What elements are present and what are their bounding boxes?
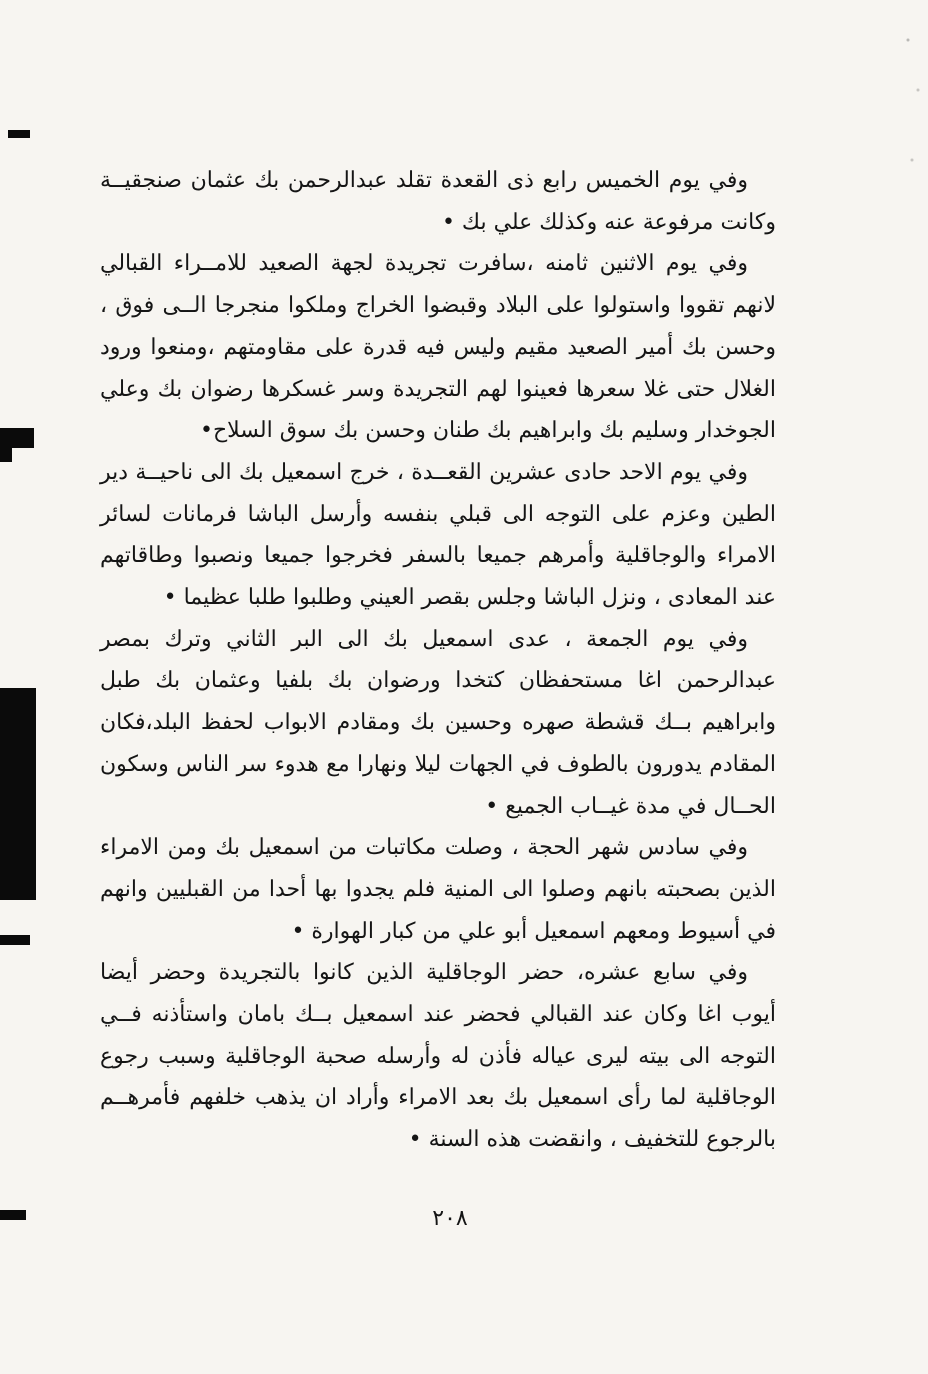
- body-text: [100, 160, 776, 1161]
- paragraph-6: وفي سابع عشره، حضر الوجاقلية الذين كانوا بالتجريدة وحضر أيضا أيوب اغا وكان عند القبالي فحضر عند اسمعيل بــك بامان واستأذنه فــي التوجه الى بيته ليرى عياله فأذن له وأرسله صحبة الوجاقلية وسبب رجوع الوجاقلية لما رأى اسمعيل بك بعد الامراء وأراد ان يذهب خلفهم فأمرهــم بالرجوع للتخفيف ، وانقضت هذه السنة •: [100, 960, 776, 1153]
- paragraph-2: وفي يوم الاثنين ثامنه ،سافرت تجريدة لجهة الصعيد للامــراء القبالي لانهم تقووا واستولوا على البلاد وقبضوا الخراج وملكوا منجرجا الــى فوق ، وحسن بك أمير الصعيد مقيم وليس فيه قدرة على مقاومتهم ،ومنعوا ورود الغلال حتى غلا سعرها فعينوا لهم التجريدة وسر غسكرها رضوان بك وعلي الجوخدار وسليم بك وابراهيم بك طنان وحسن بك سوق السلاح•: [100, 251, 776, 444]
- binding-shadow: [0, 688, 36, 900]
- paragraph-4: وفي يوم الجمعة ، عدى اسمعيل بك الى البر الثاني وترك بمصر عبدالرحمن اغا مستحفظان كتخدا ورضوان بك بلفيا وعثمان بك طبل وابراهيم بــك قشطة صهره وحسين بك ومقادم الابواب لحفظ البلد،فكان المقادم يدورون بالطوف في الجهات ليلا ونهارا مع هدوء سر الناس وسكون الحــال في مدة غيــاب الجميع •: [100, 626, 776, 819]
- binding-mark: [0, 935, 30, 945]
- page-number: ٢٠٨: [432, 1206, 468, 1231]
- paragraph-5: وفي سادس شهر الحجة ، وصلت مكاتبات من اسمعيل بك ومن الامراء الذين بصحبته بانهم وصلوا الى المنية فلم يجدوا بها أحدا من القبليين وانهم في أسيوط ومعهم اسمعيل أبو علي من كبار الهوارة •: [100, 835, 776, 944]
- page-speckle: [898, 0, 928, 300]
- binding-mark: [8, 130, 30, 138]
- binding-mark: [0, 440, 12, 462]
- binding-mark: [0, 1210, 26, 1220]
- paragraph-1: وفي يوم الخميس رابع ذى القعدة تقلد عبدالرحمن بك عثمان صنجقيــة وكانت مرفوعة عنه وكذلك علي بك •: [100, 168, 776, 235]
- paragraph-3: وفي يوم الاحد حادى عشرين القعــدة ، خرج اسمعيل بك الى ناحيــة دير الطين وعزم على التوجه الى قبلي بنفسه وأرسل الباشا فرمانات لسائر الامراء والوجاقلية وأمرهم جميعا بالسفر فخرجوا جميعا ونصبوا وطاقاتهم عند المعادى ، ونزل الباشا وجلس بقصر العيني وطلبوا طلبا عظيما •: [100, 459, 776, 611]
